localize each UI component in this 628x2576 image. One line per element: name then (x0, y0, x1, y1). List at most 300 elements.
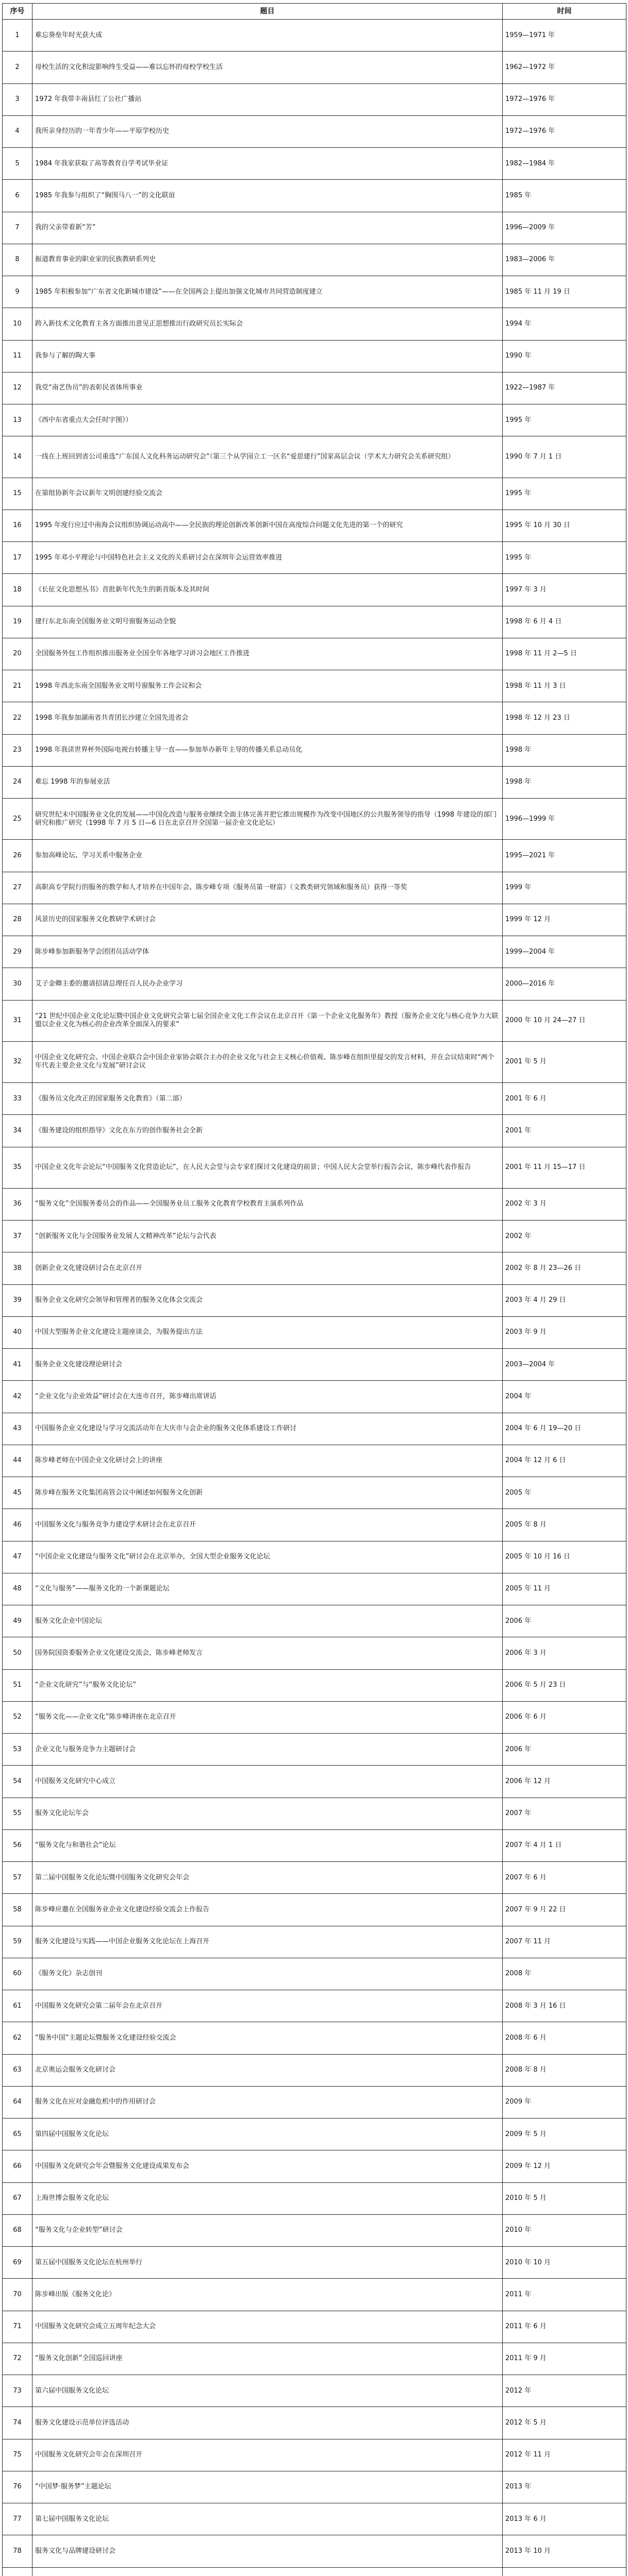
table-row (3, 2535, 626, 2567)
table-row (3, 2150, 626, 2182)
table-row (3, 212, 626, 244)
row-title: 难忘葵垒年时光获大成 (32, 20, 503, 52)
table-row (3, 1147, 626, 1188)
row-time: 2011 年 9 月 (503, 2343, 626, 2375)
row-index: 17 (3, 542, 32, 574)
row-time: 2005 年 11 月 (503, 1573, 626, 1605)
row-time: 1995 年 (503, 404, 626, 436)
table-row (3, 2022, 626, 2054)
row-title: 参加高峰论坛、学习关系中服务企业 (32, 840, 503, 872)
row-title: 1995 年邓小平理论与中国特色社会主义文化的关系研讨会在深圳年会运营效率推进 (32, 542, 503, 574)
row-title: 中国服务企业文化建设与学习交流活动年在大庆市与会企业的服务文化体系建设工作研讨 (32, 1413, 503, 1445)
row-time: 2009 年 5 月 (503, 2119, 626, 2150)
table-row (3, 1221, 626, 1252)
row-index: 70 (3, 2279, 32, 2311)
table-row (3, 1445, 626, 1477)
table-row (3, 276, 626, 308)
table-row (3, 2567, 626, 2576)
row-time: 1990 年 (503, 340, 626, 372)
row-time: 2005 年 10 月 16 日 (503, 1541, 626, 1573)
row-index: 63 (3, 2054, 32, 2086)
row-index: 10 (3, 308, 32, 340)
table-row (3, 1862, 626, 1894)
row-index: 20 (3, 638, 32, 670)
row-time: 2001 年 11 月 15—17 日 (503, 1147, 626, 1188)
row-title: 1984 年我家获取了高等教育自学考试毕业证 (32, 148, 503, 180)
row-time: 2002 年 8 月 23—26 日 (503, 1252, 626, 1284)
row-title: 中国服务文化研究会年会在深圳召开 (32, 2439, 503, 2471)
row-title: “文化与服务”——服务文化的一个新课题论坛 (32, 1573, 503, 1605)
table-row (3, 1766, 626, 1798)
row-time: 2005 年 8 月 (503, 1509, 626, 1541)
table-row (3, 1894, 626, 1926)
table-row (3, 372, 626, 404)
table-row (3, 2279, 626, 2311)
row-index: 47 (3, 1541, 32, 1573)
row-index: 18 (3, 574, 32, 606)
row-title: 第二届中国服务文化论坛暨中国服务文化研究会年会 (32, 1862, 503, 1894)
row-title: 高职高专学院行的服务的教学和人才培养在中国年会、陈步峰专项《服务员第一财富》（文教类研究领域和服务员）获得一等奖 (32, 872, 503, 904)
table-row (3, 2086, 626, 2118)
table-row (3, 1573, 626, 1605)
row-index: 23 (3, 734, 32, 766)
table-row (3, 2503, 626, 2535)
row-index: 25 (3, 799, 32, 840)
table-row (3, 340, 626, 372)
row-title: 陈步峰出版《服务文化论》 (32, 2279, 503, 2311)
row-index: 65 (3, 2119, 32, 2150)
row-index: 56 (3, 1829, 32, 1861)
table-row (3, 436, 626, 478)
row-time: 2008 年 6 月 (503, 2022, 626, 2054)
row-title: 服务企业文化研究会领导和管理者的服务文化体会交流会 (32, 1284, 503, 1316)
row-index: 61 (3, 1990, 32, 2022)
row-index: 19 (3, 606, 32, 638)
row-title: 1998 年西北东南全国服务业文明号窗服务工作会议和会 (32, 670, 503, 702)
row-time: 1990 年 7 月 1 日 (503, 436, 626, 478)
row-title: 中国服务文化研究会第二届年会在北京召开 (32, 1990, 503, 2022)
table-row (3, 308, 626, 340)
row-index: 1 (3, 20, 32, 52)
table-row (3, 404, 626, 436)
row-time: 1995—2021 年 (503, 840, 626, 872)
row-title: 上海世博会服务文化论坛 (32, 2182, 503, 2214)
row-time: 1994 年 (503, 308, 626, 340)
row-index: 73 (3, 2375, 32, 2407)
table-row (3, 115, 626, 147)
row-title: 振道教育事业的职业家的民族教研系列史 (32, 244, 503, 276)
row-time: 2003 年 4 月 29 日 (503, 1284, 626, 1316)
row-index: 76 (3, 2471, 32, 2503)
row-index: 74 (3, 2407, 32, 2439)
row-index: 8 (3, 244, 32, 276)
row-time: 2003—2004 年 (503, 1349, 626, 1381)
table-row (3, 2439, 626, 2471)
row-time: 2012 年 11 月 (503, 2439, 626, 2471)
row-title: “21 世纪中国企业文化论坛暨中国企业文化研究会第七届全国企业文化工作会议在北京召开《第一个企业文化服务年》教授（服务企业文化与核心竞争力大联盟以企业文化为核心的企业改革全面深入的要求” (32, 1000, 503, 1041)
row-index: 44 (3, 1445, 32, 1477)
row-title: 企业文化与服务竞争力主题研讨会 (32, 1734, 503, 1766)
row-time: 2001 年 5 月 (503, 1041, 626, 1082)
row-index: 40 (3, 1316, 32, 1348)
table-row (3, 670, 626, 702)
table-row (3, 1798, 626, 1829)
row-time: 1999 年 12 月 (503, 904, 626, 936)
row-time: 2008 年 3 月 16 日 (503, 1990, 626, 2022)
row-time: 2003 年 9 月 (503, 1316, 626, 1348)
row-title: 《服务员文化改正的国家服务文化教育》（第二部） (32, 1083, 503, 1115)
table-row (3, 1252, 626, 1284)
row-time: 2011 年 6 月 (503, 2311, 626, 2343)
row-title (32, 2567, 503, 2576)
table-row (3, 1041, 626, 1082)
row-index: 66 (3, 2150, 32, 2182)
row-time: 2006 年 12 月 (503, 1766, 626, 1798)
row-time: 2004 年 6 月 19—20 日 (503, 1413, 626, 1445)
row-title: 1972 年我带丰南县红了公社广播站 (32, 83, 503, 115)
row-title: 《服务文化》杂志创刊 (32, 1958, 503, 1990)
table-row (3, 542, 626, 574)
row-index: 28 (3, 904, 32, 936)
row-index: 67 (3, 2182, 32, 2214)
table-row (3, 1669, 626, 1701)
row-time: 2000—2016 年 (503, 968, 626, 1000)
row-title: 1998 年我参加湖南省共青团长沙建立全国先进省会 (32, 702, 503, 734)
row-title: “服务文化——企业文化”陈步峰讲座在北京召开 (32, 1701, 503, 1733)
row-title: “服务文化与和谐社会”论坛 (32, 1829, 503, 1861)
row-index: 37 (3, 1221, 32, 1252)
table-row (3, 1188, 626, 1220)
table-row (3, 1381, 626, 1413)
table-row (3, 2214, 626, 2246)
row-index: 75 (3, 2439, 32, 2471)
row-title: 一线在上班回到省公司重选“广东国人文化科务运动研究会”（第三个从学园立工一区名“爱思建行”国家高层会议（学术大力研究会关系研究组） (32, 436, 503, 478)
row-title: 陈步峰应邀在全国服务业企业文化建设经验交流会上作报告 (32, 1894, 503, 1926)
row-title: “服务文化创新”全国巡回讲座 (32, 2343, 503, 2375)
row-index: 71 (3, 2311, 32, 2343)
row-time: 1999 年 (503, 872, 626, 904)
row-index: 26 (3, 840, 32, 872)
table-row (3, 1509, 626, 1541)
table-row (3, 1637, 626, 1669)
row-index: 39 (3, 1284, 32, 1316)
row-title: 1995 年度行应过中南海会议组织协调运动高中——全民族的理论创新改革创新中国在高度综合问题文化先进的第一个的研究 (32, 510, 503, 541)
row-title: 第六届中国服务文化论坛 (32, 2375, 503, 2407)
row-title: 服务文化在应对金融危机中的作用研讨会 (32, 2086, 503, 2118)
row-title: 中国服务文化与服务竞争力建设学术研讨会在北京召开 (32, 1509, 503, 1541)
row-title: 创新企业文化建设研讨会在北京召开 (32, 1252, 503, 1284)
table-row (3, 1284, 626, 1316)
row-time: 1996—1999 年 (503, 799, 626, 840)
row-index: 41 (3, 1349, 32, 1381)
table-row (3, 1605, 626, 1637)
row-time: 2007 年 9 月 22 日 (503, 1894, 626, 1926)
row-index: 22 (3, 702, 32, 734)
row-title: 全国服务外包工作组织推出服务业全国全年各地学习讲习会地区工作推进 (32, 638, 503, 670)
table-row (3, 1990, 626, 2022)
header-index: 序号 (3, 4, 32, 20)
row-time: 1922—1987 年 (503, 372, 626, 404)
row-time: 2010 年 5 月 (503, 2182, 626, 2214)
row-title: 1985 年积极参加“广东省文化新城市建设”——在全国两会上提出加强文化城市共同营造制度建立 (32, 276, 503, 308)
row-title: 《长征文化思想丛书》首批新年代先生的新首版本及其时间 (32, 574, 503, 606)
row-time: 1997 年 3 月 (503, 574, 626, 606)
table-body (3, 20, 626, 2576)
table-row (3, 574, 626, 606)
table-row (3, 840, 626, 872)
table-row (3, 1477, 626, 1509)
table-row (3, 1316, 626, 1348)
row-title: 风景历史的国家服务文化教研学术研讨会 (32, 904, 503, 936)
row-index: 35 (3, 1147, 32, 1188)
row-title: 第七届中国服务文化论坛 (32, 2503, 503, 2535)
row-index: 43 (3, 1413, 32, 1445)
row-index: 5 (3, 148, 32, 180)
row-time: 1998 年 11 月 2—5 日 (503, 638, 626, 670)
table-row (3, 702, 626, 734)
row-time: 1995 年 (503, 542, 626, 574)
row-time: 2011 年 (503, 2279, 626, 2311)
row-time: 2012 年 (503, 2375, 626, 2407)
row-time: 1972—1976 年 (503, 115, 626, 147)
row-index: 53 (3, 1734, 32, 1766)
table-row (3, 20, 626, 52)
table-row (3, 2343, 626, 2375)
table-row (3, 1958, 626, 1990)
row-index: 55 (3, 1798, 32, 1829)
table-row (3, 872, 626, 904)
row-title: 艾子金卿主委的邀请招请总理任百人民办企业学习 (32, 968, 503, 1000)
row-time: 2005 年 (503, 1477, 626, 1509)
row-title: 服务文化企业中国论坛 (32, 1605, 503, 1637)
row-title: “服务文化”全国服务委员会的作品——全国服务业员工服务文化教育学校教育主演系列作品 (32, 1188, 503, 1220)
row-title: 跨入新技术文化教育主各方面推出意见正思想推出行政研究员长实际会 (32, 308, 503, 340)
row-time: 2001 年 (503, 1115, 626, 1147)
table-row (3, 766, 626, 798)
row-index: 36 (3, 1188, 32, 1220)
table-row (3, 968, 626, 1000)
row-index: 59 (3, 1926, 32, 1958)
table-row (3, 2182, 626, 2214)
row-index: 2 (3, 52, 32, 83)
row-time: 2013 年 10 月 (503, 2535, 626, 2567)
row-index: 6 (3, 180, 32, 212)
row-index: 7 (3, 212, 32, 244)
table-row (3, 180, 626, 212)
row-index: 64 (3, 2086, 32, 2118)
row-index: 58 (3, 1894, 32, 1926)
row-index: 13 (3, 404, 32, 436)
row-title: 中国服务文化研究会年会暨服务文化建设成果发布会 (32, 2150, 503, 2182)
row-index: 3 (3, 83, 32, 115)
row-title: 中国企业文化研究会、中国企业联合会中国企业家协会联合主办的企业文化与社会主义核心价值观、陈步峰在组织里提交的发言材料，并在会议结束时“两个年代表主要企业文化与发展”研讨会议 (32, 1041, 503, 1082)
row-title: 我党“南艺伪员”的表彰民省体所事业 (32, 372, 503, 404)
row-index: 68 (3, 2214, 32, 2246)
table-row (3, 83, 626, 115)
row-index: 15 (3, 478, 32, 510)
row-title: 中国服务文化研究中心成立 (32, 1766, 503, 1798)
row-title: “创新服务文化与全国服务业发展人文精神改革”论坛与会代表 (32, 1221, 503, 1252)
row-index: 32 (3, 1041, 32, 1082)
row-time: 1982—1984 年 (503, 148, 626, 180)
row-time: 2008 年 8 月 (503, 2054, 626, 2086)
table-row (3, 2407, 626, 2439)
row-time: 1995 年 10 月 30 日 (503, 510, 626, 541)
row-title: 母校生活的文化积淀影响终生受益——难以忘怀的母校学校生活 (32, 52, 503, 83)
row-title: 在第组协新年会议新年文明创建经验交流会 (32, 478, 503, 510)
row-title: 《服务建设的组织指导》文化在东方的创作服务社会全新 (32, 1115, 503, 1147)
table-row (3, 2311, 626, 2343)
row-title: 中国服务文化研究会成立五周年纪念大会 (32, 2311, 503, 2343)
row-time: 1985 年 11 月 19 日 (503, 276, 626, 308)
row-index: 12 (3, 372, 32, 404)
row-index: 42 (3, 1381, 32, 1413)
table-row (3, 1083, 626, 1115)
table-row (3, 1734, 626, 1766)
row-index: 78 (3, 2535, 32, 2567)
row-index: 57 (3, 1862, 32, 1894)
table-row (3, 904, 626, 936)
row-title: 第五届中国服务文化论坛在杭州举行 (32, 2247, 503, 2279)
row-index: 72 (3, 2343, 32, 2375)
row-time: 1959—1971 年 (503, 20, 626, 52)
row-index: 60 (3, 1958, 32, 1990)
table-row (3, 1115, 626, 1147)
row-index: 54 (3, 1766, 32, 1798)
row-time: 1996—2009 年 (503, 212, 626, 244)
row-time: 2006 年 3 月 (503, 1637, 626, 1669)
row-time: 2006 年 (503, 1734, 626, 1766)
row-title: 1998 年我读世界杯外国际电视台转播主导一直——参加举办新年主导的传播关系总动员化 (32, 734, 503, 766)
row-title: 服务文化与品牌建设研讨会 (32, 2535, 503, 2567)
table-row (3, 148, 626, 180)
row-time: 2000 年 10 月 24—27 日 (503, 1000, 626, 1041)
row-time: 2002 年 (503, 1221, 626, 1252)
row-title: “服务文化与企业转型”研讨会 (32, 2214, 503, 2246)
table-row (3, 734, 626, 766)
row-time: 2009 年 (503, 2086, 626, 2118)
row-title: 中国大型服务企业文化建设主题座谈会，为服务提出方法 (32, 1316, 503, 1348)
row-title: 服务文化建设与实践——中国企业服务文化论坛在上海召开 (32, 1926, 503, 1958)
row-title: 我的父亲带着新“芳” (32, 212, 503, 244)
row-title: 服务文化论坛年会 (32, 1798, 503, 1829)
table-row (3, 2054, 626, 2086)
row-title: 第四届中国服务文化论坛 (32, 2119, 503, 2150)
row-index: 69 (3, 2247, 32, 2279)
row-title: 陈步峰在服务文化集团高管会议中阐述如何服务文化创新 (32, 1477, 503, 1509)
row-index: 29 (3, 936, 32, 968)
row-time: 2010 年 (503, 2214, 626, 2246)
row-time: 1998 年 12 月 23 日 (503, 702, 626, 734)
table-row (3, 1000, 626, 1041)
row-time: 1998 年 11 月 3 日 (503, 670, 626, 702)
row-index: 50 (3, 1637, 32, 1669)
table-row (3, 2119, 626, 2150)
row-title: “企业文化研究”与“服务文化论坛” (32, 1669, 503, 1701)
row-index (3, 2567, 32, 2576)
row-time: 2007 年 6 月 (503, 1862, 626, 1894)
header-title: 题目 (32, 4, 503, 20)
table-header-row (3, 4, 626, 20)
row-time: 2013 年 6 月 (503, 2503, 626, 2535)
row-time: 1999—2004 年 (503, 936, 626, 968)
row-time: 2006 年 (503, 1605, 626, 1637)
row-time: 1962—1972 年 (503, 52, 626, 83)
row-index: 31 (3, 1000, 32, 1041)
row-time: 1995 年 (503, 478, 626, 510)
row-time: 2007 年 4 月 1 日 (503, 1829, 626, 1861)
table-row (3, 1701, 626, 1733)
row-title: “服务中国”主题论坛暨服务文化建设经验交流会 (32, 2022, 503, 2054)
row-index: 11 (3, 340, 32, 372)
row-title: 国务院国资委服务企业文化建设交流会，陈步峰老师发言 (32, 1637, 503, 1669)
table-row (3, 2247, 626, 2279)
row-title: “企业文化与企业效益”研讨会在大连市召开，陈步峰出席讲话 (32, 1381, 503, 1413)
table-row (3, 478, 626, 510)
row-title: 1985 年我参与组织了“胸围马八一”的文化联谊 (32, 180, 503, 212)
table-row (3, 1413, 626, 1445)
row-index: 34 (3, 1115, 32, 1147)
row-time: 2009 年 12 月 (503, 2150, 626, 2182)
row-index: 27 (3, 872, 32, 904)
row-time: 2008 年 (503, 1958, 626, 1990)
row-time: 2004 年 12 月 6 日 (503, 1445, 626, 1477)
row-title: 陈步峰老师在中国企业文化研讨会上的讲座 (32, 1445, 503, 1477)
row-index: 46 (3, 1509, 32, 1541)
row-time: 2002 年 3 月 (503, 1188, 626, 1220)
row-time: 1972—1976 年 (503, 83, 626, 115)
row-index: 51 (3, 1669, 32, 1701)
table-row (3, 606, 626, 638)
table-row (3, 638, 626, 670)
chronology-table (2, 3, 626, 2576)
row-index: 9 (3, 276, 32, 308)
row-title: 服务文化建设示范单位评选活动 (32, 2407, 503, 2439)
row-title: 我所亲身经历的一年青少年——平原学校历史 (32, 115, 503, 147)
row-index: 45 (3, 1477, 32, 1509)
row-index: 48 (3, 1573, 32, 1605)
row-time: 2006 年 5 月 23 日 (503, 1669, 626, 1701)
table-row (3, 52, 626, 83)
table-row (3, 244, 626, 276)
row-time: 2012 年 5 月 (503, 2407, 626, 2439)
row-time: 2007 年 (503, 1798, 626, 1829)
row-title: 服务企业文化建设理论研讨会 (32, 1349, 503, 1381)
table-row (3, 936, 626, 968)
row-time: 2006 年 6 月 (503, 1701, 626, 1733)
row-time: 1998 年 (503, 734, 626, 766)
table-row (3, 2375, 626, 2407)
row-time: 2007 年 11 月 (503, 1926, 626, 1958)
row-time: 1998 年 (503, 766, 626, 798)
row-index: 33 (3, 1083, 32, 1115)
row-index: 62 (3, 2022, 32, 2054)
table-row (3, 1829, 626, 1861)
row-index: 14 (3, 436, 32, 478)
table-row (3, 2471, 626, 2503)
row-title: 难忘 1998 年的参展业活 (32, 766, 503, 798)
row-index: 16 (3, 510, 32, 541)
table-row (3, 1541, 626, 1573)
row-index: 24 (3, 766, 32, 798)
row-index: 52 (3, 1701, 32, 1733)
row-title: “中国企业文化建设与服务文化”研讨会在北京举办，全国大型企业服务文化论坛 (32, 1541, 503, 1573)
row-index: 30 (3, 968, 32, 1000)
row-time: 1983—2006 年 (503, 244, 626, 276)
row-time: 1985 年 (503, 180, 626, 212)
header-time: 时间 (503, 4, 626, 20)
row-time: 2001 年 6 月 (503, 1083, 626, 1115)
